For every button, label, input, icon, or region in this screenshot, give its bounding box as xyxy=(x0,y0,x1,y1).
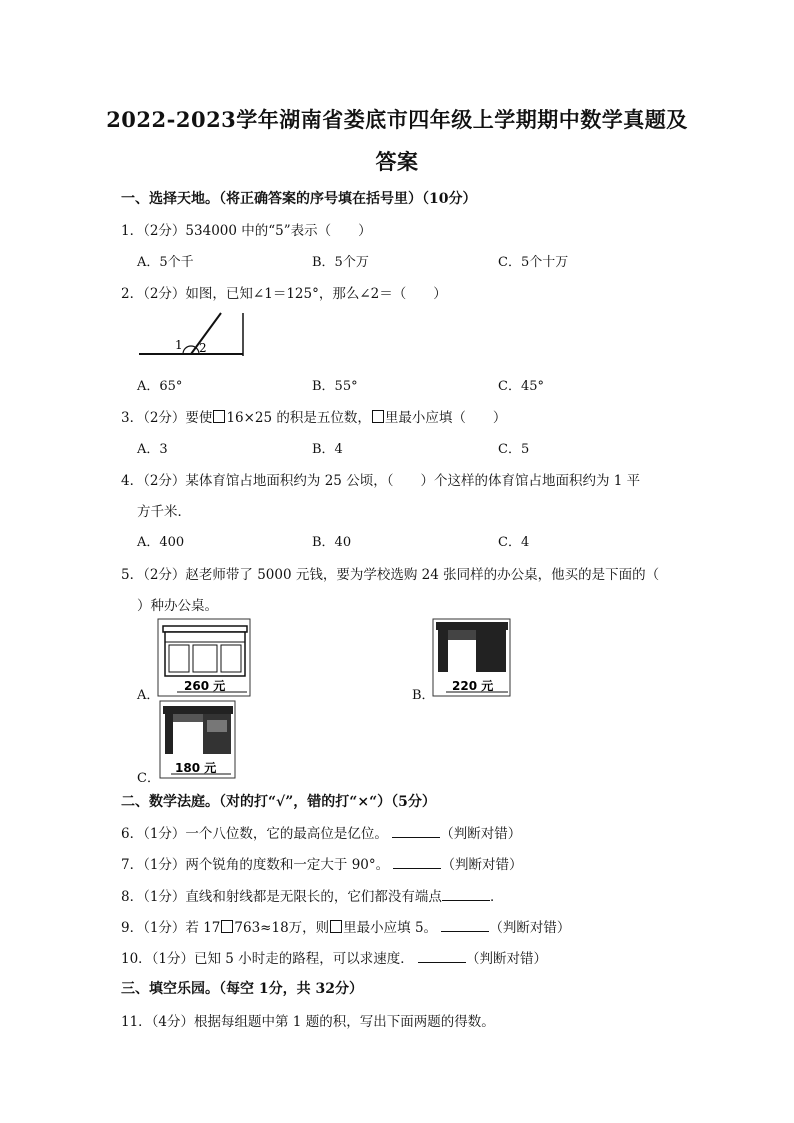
desk-b-leg-left xyxy=(438,630,448,672)
q1-option-b: B．5个万 xyxy=(312,255,369,270)
question-4-line2: 方千米． xyxy=(137,504,191,520)
page-title-line1: 2022-2023学年湖南省娄底市四年级上学期期中数学真题及 xyxy=(106,107,688,132)
question-11: 11．（4分）根据每组题中第 1 题的积，写出下面两题的得数。 xyxy=(121,1014,495,1030)
q5-option-a: A． xyxy=(137,688,160,703)
question-7 xyxy=(121,853,522,873)
q9-text-pre: 9．（1分）若 17 xyxy=(121,920,221,936)
question-4: 4．（2分）某体育馆占地面积约为 25 公顷，（ ）个这样的体育馆占地面积约为 1 平 xyxy=(121,473,641,489)
q7-suffix: （判断对错） xyxy=(441,857,523,873)
question-10 xyxy=(121,947,547,967)
question-8 xyxy=(121,885,503,905)
blank-box xyxy=(372,410,384,423)
q10-suffix: （判断对错） xyxy=(466,951,547,967)
section1-heading: 一、选择天地。（将正确答案的序号填在括号里）（10分） xyxy=(121,191,477,207)
answer-blank[interactable] xyxy=(442,888,490,901)
desk-c-image xyxy=(159,700,237,780)
q4-option-b: B．40 xyxy=(312,535,352,550)
q9-suffix: （判断对错） xyxy=(489,920,571,936)
angle-figure xyxy=(137,311,247,359)
question-9 xyxy=(121,916,570,936)
desk-b-top xyxy=(436,622,508,630)
question-6 xyxy=(121,822,521,842)
q10-text: 10．（1分）已知 5 小时走的路程，可以求速度． xyxy=(121,951,414,967)
desk-a-top xyxy=(163,626,247,632)
angle-label-1: 1 xyxy=(175,338,183,352)
q3-text-post: 16×25 的积是五位数， xyxy=(226,410,371,426)
question-2: 2．（2分）如图，已知∠1＝125°，那么∠2＝（ ） xyxy=(121,286,447,302)
desk-b-image xyxy=(432,618,512,698)
q5-option-c: C． xyxy=(137,771,160,786)
desk-a-body xyxy=(165,632,245,676)
q3-option-b: B．4 xyxy=(312,442,343,457)
blank-box xyxy=(330,920,342,933)
section2-heading: 二、数学法庭。（对的打“√”，错的打“×“）（5分） xyxy=(121,794,436,810)
question-5: 5．（2分）赵老师带了 5000 元钱，要为学校选购 24 张同样的办公桌，他买的是下面的（ xyxy=(121,567,660,583)
desk-a-price: 260 元 xyxy=(184,679,226,693)
q2-option-c: C．45° xyxy=(498,379,544,394)
q8-suffix: ． xyxy=(489,889,504,905)
q5-option-b: B． xyxy=(412,688,435,703)
section3-heading: 三、填空乐园。（每空 1分，共 32分） xyxy=(121,981,363,997)
question-1: 1．（2分）534000 中的“5”表示（ ） xyxy=(121,223,372,239)
page-title-line2: 答案 xyxy=(375,149,419,174)
answer-blank[interactable] xyxy=(441,919,489,932)
q6-suffix: （判断对错） xyxy=(440,826,522,842)
desk-c-top xyxy=(163,706,233,714)
q7-text: 7．（1分）两个锐角的度数和一定大于 90°。 xyxy=(121,857,390,873)
desk-c-drawer xyxy=(207,720,227,732)
angle-label-2: 2 xyxy=(199,341,207,355)
q3-text-pre: 3．（2分）要使 xyxy=(121,410,213,426)
q3-option-a: A．3 xyxy=(137,442,168,457)
q1-option-c: C．5个十万 xyxy=(498,255,569,270)
question-5-line2: ）种办公桌。 xyxy=(137,598,218,614)
blank-box xyxy=(213,410,225,423)
q2-option-b: B．55° xyxy=(312,379,358,394)
q1-option-a: A．5个千 xyxy=(137,255,194,270)
desk-c-price: 180 元 xyxy=(175,761,217,775)
q4-option-c: C．4 xyxy=(498,535,530,550)
desk-b-price: 220 元 xyxy=(452,679,494,693)
q2-option-a: A．65° xyxy=(137,379,183,394)
desk-c-leg-left xyxy=(165,714,173,754)
q9-text-mid: 763≈18万，则 xyxy=(234,920,330,936)
answer-blank[interactable] xyxy=(392,825,440,838)
desk-b-pedestal xyxy=(476,630,506,672)
q3-text-post2: 里最小应填（ ） xyxy=(384,410,507,426)
q6-text: 6．（1分）一个八位数，它的最高位是亿位。 xyxy=(121,826,388,842)
question-3 xyxy=(121,406,506,426)
desk-a-image xyxy=(157,618,252,698)
desk-b-drawer xyxy=(448,630,476,640)
answer-blank[interactable] xyxy=(418,950,466,963)
answer-blank[interactable] xyxy=(393,856,441,869)
blank-box xyxy=(221,920,233,933)
q3-option-c: C．5 xyxy=(498,442,530,457)
desk-c-front-drawer xyxy=(173,714,203,722)
q9-text-post: 里最小应填 5。 xyxy=(343,920,438,936)
q8-text: 8．（1分）直线和射线都是无限长的，它们都没有端点 xyxy=(121,889,442,905)
q4-option-a: A．400 xyxy=(137,535,185,550)
